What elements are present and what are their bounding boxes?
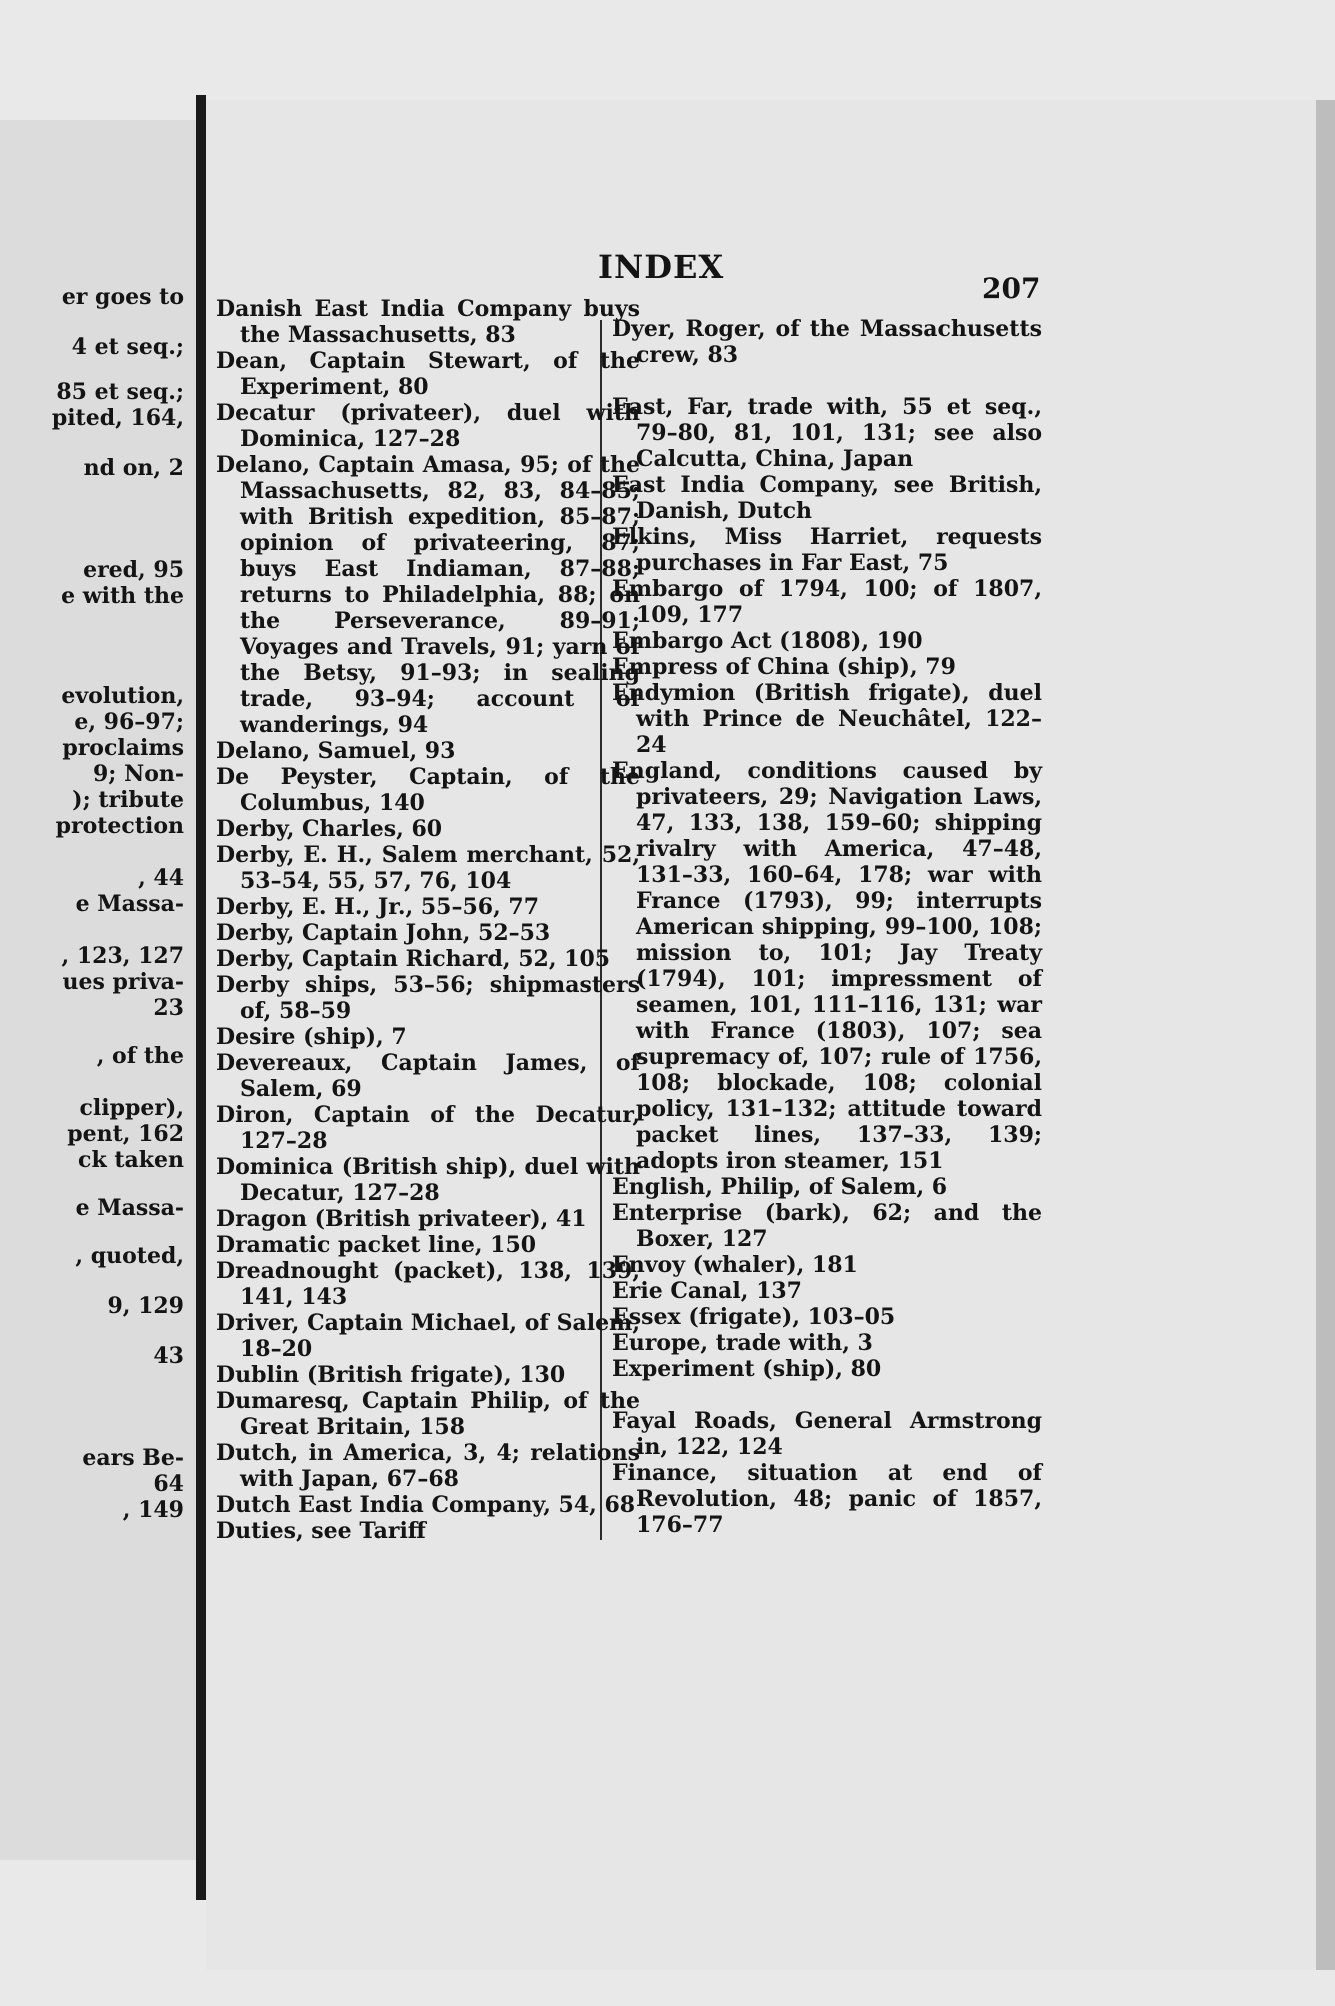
left-fragment: proclaims [62, 735, 184, 761]
index-entry: Derby, Captain John, 52–53 [216, 920, 551, 946]
left-fragment: evolution, [61, 683, 184, 709]
left-fragment: pent, 162 [67, 1121, 184, 1147]
left-fragment: e Massa- [75, 891, 184, 917]
index-entry: Fayal Roads, General Armstrong in, 122, 124 [612, 1408, 1042, 1460]
left-fragment: ered, 95 [83, 557, 184, 583]
index-entry: Derby, E. H., Salem merchant, 52, 53–54, 55, 57, 76, 104 [216, 842, 640, 894]
index-entry: Dean, Captain Stewart, of the Experiment, 80 [216, 348, 640, 400]
left-fragment: ); tribute [72, 787, 184, 813]
index-entry: East India Company, see British, Danish, Dutch [612, 472, 1042, 524]
left-fragment: , quoted, [75, 1243, 184, 1269]
index-entry: Finance, situation at end of Revolution, 48; panic of 1857, 176–77 [612, 1460, 1042, 1538]
index-entry: De Peyster, Captain, of the Columbus, 140 [216, 764, 640, 816]
index-entry: Envoy (whaler), 181 [612, 1252, 858, 1278]
index-entry: Elkins, Miss Harriet, requests purchases in Far East, 75 [612, 524, 1042, 576]
page-title: INDEX [598, 248, 725, 286]
index-entry: Derby ships, 53–56; shipmasters of, 58–59 [216, 972, 640, 1024]
index-entry: Embargo of 1794, 100; of 1807, 109, 177 [612, 576, 1042, 628]
left-fragment: , of the [96, 1043, 184, 1069]
index-entry: Derby, Charles, 60 [216, 816, 443, 842]
index-entry: Desire (ship), 7 [216, 1024, 407, 1050]
index-entry: Duties, see Tariff [216, 1518, 426, 1544]
index-entry: Dragon (British privateer), 41 [216, 1206, 587, 1232]
index-entry: Derby, E. H., Jr., 55–56, 77 [216, 894, 540, 920]
index-column-1 [216, 296, 640, 1544]
left-fragment: , 44 [138, 865, 184, 891]
index-entry: Dutch, in America, 3, 4; relations with Japan, 67–68 [216, 1440, 640, 1492]
left-fragment: , 149 [122, 1497, 184, 1523]
index-entry: Diron, Captain of the Decatur, 127–28 [216, 1102, 640, 1154]
index-entry: East, Far, trade with, 55 et seq., 79–80, 81, 101, 131; see also Calcutta, China, Japan [612, 394, 1042, 472]
index-entry: Delano, Captain Amasa, 95; of the Massachusetts, 82, 83, 84–85; with British expedition, 85–87; opinion of privateering, 87; buys East Indiaman, 87–88; returns to Philadelphia, 88; on the Perseverance, 89–91; Voyages and Travels, 91; yarn of the Betsy, 91–93; in sealing trade, 93–94; account of wanderings, 94 [216, 452, 640, 738]
page-edge [1316, 100, 1335, 1970]
left-fragment: ck taken [78, 1147, 184, 1173]
index-entry: Dublin (British frigate), 130 [216, 1362, 566, 1388]
left-fragment: clipper), [79, 1095, 184, 1121]
index-entry: Decatur (privateer), duel with Dominica, 127–28 [216, 400, 640, 452]
left-fragment: ears Be- [82, 1445, 184, 1471]
left-fragment: er goes to [61, 284, 184, 310]
book-spine [196, 95, 206, 1900]
index-column-2 [612, 316, 1042, 1538]
left-fragment: e, 96–97; [74, 709, 184, 735]
index-entry: Devereaux, Captain James, of Salem, 69 [216, 1050, 640, 1102]
left-fragment: e Massa- [75, 1195, 184, 1221]
left-fragment: 4 et seq.; [71, 334, 184, 360]
index-entry: Derby, Captain Richard, 52, 105 [216, 946, 611, 972]
index-entry: Driver, Captain Michael, of Salem, 18–20 [216, 1310, 640, 1362]
left-fragment: 9, 129 [107, 1293, 184, 1319]
left-fragment: nd on, 2 [83, 455, 184, 481]
index-entry: Delano, Samuel, 93 [216, 738, 456, 764]
left-fragment: 85 et seq.; [56, 379, 184, 405]
index-entry: Enterprise (bark), 62; and the Boxer, 127 [612, 1200, 1042, 1252]
left-fragment: 64 [153, 1471, 184, 1497]
index-entry: Erie Canal, 137 [612, 1278, 802, 1304]
index-entry: Dramatic packet line, 150 [216, 1232, 537, 1258]
left-fragment: protection [55, 813, 184, 839]
index-entry: Europe, trade with, 3 [612, 1330, 873, 1356]
index-entry: Dyer, Roger, of the Massachusetts crew, 83 [612, 316, 1042, 368]
left-fragment: , 123, 127 [61, 943, 184, 969]
left-fragment: 23 [153, 995, 184, 1021]
index-entry: Experiment (ship), 80 [612, 1356, 882, 1382]
left-fragment: 43 [153, 1343, 184, 1369]
index-entry: Dumaresq, Captain Philip, of the Great Britain, 158 [216, 1388, 640, 1440]
index-entry: Dominica (British ship), duel with Decatur, 127–28 [216, 1154, 640, 1206]
index-entry: Embargo Act (1808), 190 [612, 628, 923, 654]
index-entry: Danish East India Company buys the Massachusetts, 83 [216, 296, 640, 348]
page-number: 207 [982, 272, 1041, 305]
index-entry: Essex (frigate), 103–05 [612, 1304, 896, 1330]
index-entry: England, conditions caused by privateers, 29; Navigation Laws, 47, 133, 138, 159–60; shipping rivalry with America, 47–48, 131–33, 160–64, 178; war with France (1793), 99; interrupts American shipping, 99–100, 108; mission to, 101; Jay Treaty (1794), 101; impressment of seamen, 101, 111–116, 131; war with France (1803), 107; sea supremacy of, 107; rule of 1756, 108; blockade, 108; colonial policy, 131–132; attitude toward packet lines, 137–33, 139; adopts iron steamer, 151 [612, 758, 1042, 1174]
index-entry: Dreadnought (packet), 138, 139, 141, 143 [216, 1258, 640, 1310]
index-entry: English, Philip, of Salem, 6 [612, 1174, 948, 1200]
left-fragment: ues priva- [62, 969, 184, 995]
index-entry: Empress of China (ship), 79 [612, 654, 956, 680]
left-page [0, 120, 196, 1860]
left-fragment: pited, 164, [51, 405, 184, 431]
left-fragment: 9; Non- [93, 761, 184, 787]
index-entry: Dutch East India Company, 54, 68 [216, 1492, 636, 1518]
index-entry: Endymion (British frigate), duel with Prince de Neuchâtel, 122–24 [612, 680, 1042, 758]
left-fragment: e with the [61, 583, 184, 609]
